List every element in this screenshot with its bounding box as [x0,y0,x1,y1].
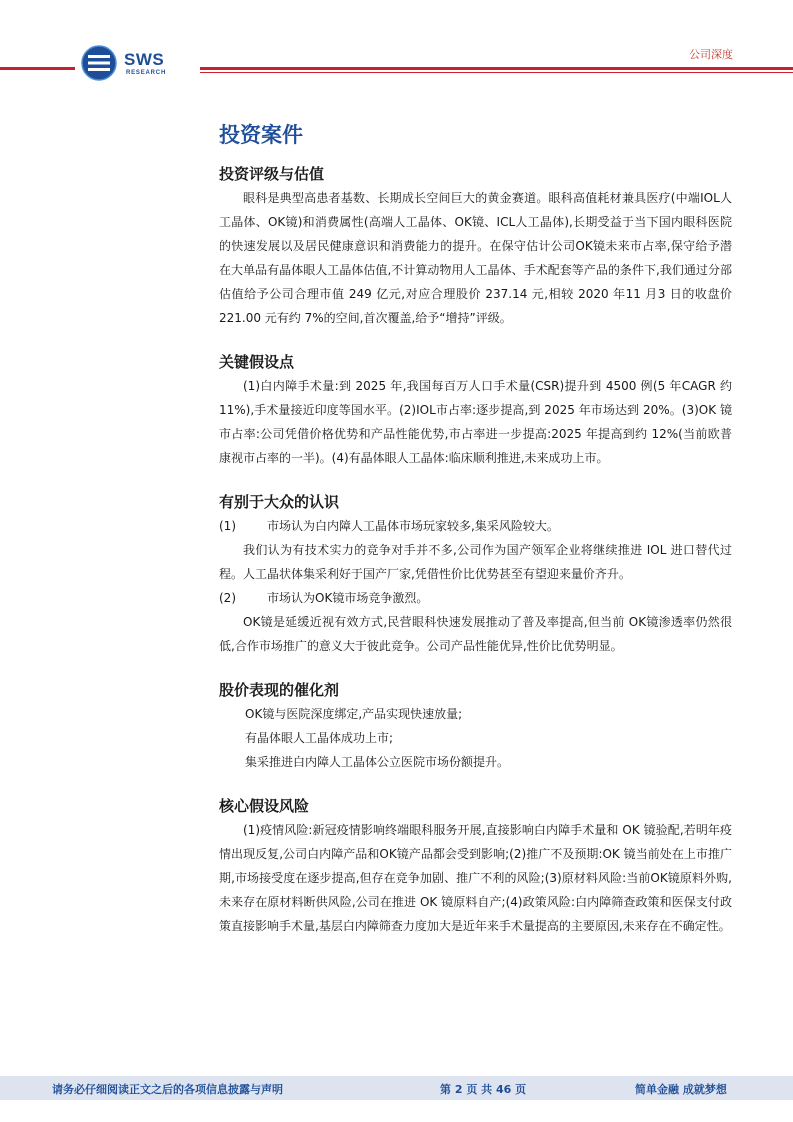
catalyst-line-2: 有晶体眼人工晶体成功上市; [245,731,394,745]
section-heading-differ: 有别于大众的认识 [219,493,340,511]
footer-page-number: 第 2 页 共 46 页 [440,1083,527,1096]
footer-disclaimer: 请务必仔细阅读正文之后的各项信息披露与声明 [52,1083,283,1096]
differ-item-1-body: 我们认为有技术实力的竞争对手并不多,公司作为国产领军企业将继续推进 IOL 进口替代过程。人工晶状体集采利好于国产厂家,凭借性价比优势甚至有望迎来量价齐升。 [219,543,732,581]
assumptions-paragraph: (1)白内障手术量:到 2025 年,我国每百万人口手术量(CSR)提升到 4500 例(5 年CAGR 约 11%),手术量接近印度等国水平。(2)IOL市占率:逐步提高,到 2025 年市场达到 20%。(3)OK 镜市占率:公司凭借价格优势和产品性能优势,市占率进一步提高:2025 年提高到约 12%(当前欧普康视市占率的一半)。(4)有晶体眼人工晶体:临床顺利推进,未来成功上市。 [219,379,732,465]
page-footer [0,1076,793,1100]
main-content [219,118,732,938]
section-heading-catalyst: 股价表现的催化剂 [219,681,340,699]
differ-item-1 [219,514,732,538]
section-heading-risks: 核心假设风险 [219,797,310,815]
page-title: 投资案件 [219,123,303,147]
header-rule-left [0,67,75,70]
differ-item-1-num: (1) [219,519,236,533]
differ-item-2-num: (2) [219,591,236,605]
header-rule-right [200,67,793,70]
page-header [0,0,793,90]
logo-subtext: RESEARCH [126,70,167,76]
differ-item-1-text: 市场认为白内障人工晶体市场玩家较多,集采风险较大。 [267,519,559,533]
header-rule-right-thin [200,72,793,73]
risks-paragraph: (1)疫情风险:新冠疫情影响终端眼科服务开展,直接影响白内障手术量和 OK 镜验配,若明年疫情出现反复,公司白内障产品和OK镜产品都会受到影响;(2)推广不及预期:OK 镜当前处在上市推广期,市场接受度在逐步提高,但存在竞争加剧、推广不利的风险;(3)原材料风险:当前OK镜原料外购,未来存在原材料断供风险,公司在推进 OK 镜原料自产;(4)政策风险:白内障筛查政策和医保支付政策直接影响手术量,基层白内障筛查力度加大是近年来手术量提高的主要原因,未来存在不确定性。 [219,823,732,933]
differ-item-2-text: 市场认为OK镜市场竞争激烈。 [267,591,429,605]
report-type-tag: 公司深度 [689,48,733,61]
differ-item-2-body: OK镜是延缓近视有效方式,民营眼科快速发展推动了普及率提高,但当前 OK镜渗透率仍然很低,合作市场推广的意义大于彼此竞争。公司产品性能优异,性价比优势明显。 [219,615,732,653]
catalyst-line-3: 集采推进白内障人工晶体公立医院市场份额提升。 [245,755,510,769]
logo-text: SWS [124,50,165,69]
section-heading-assumptions: 关键假设点 [219,353,295,371]
footer-slogan: 简单金融 成就梦想 [635,1083,727,1096]
differ-item-2 [219,586,732,610]
section-heading-rating: 投资评级与估值 [219,165,325,183]
rating-paragraph: 眼科是典型高患者基数、长期成长空间巨大的黄金赛道。眼科高值耗材兼具医疗(中端IOL人工晶体、OK镜)和消费属性(高端人工晶体、OK镜、ICL人工晶体),长期受益于当下国内眼科医院的快速发展以及居民健康意识和消费能力的提升。在保守估计公司OK镜未来市占率,保守给予潜在大单品有晶体眼人工晶体估值,不计算动物用人工晶体、手术配套等产品的条件下,我们通过分部估值给予公司合理市值 249 亿元,对应合理股价 237.14 元,相较 2020 年11 月3 日的收盘价 221.00 元有约 7%的空间,首次覆盖,给予“增持”评级。 [219,191,732,325]
catalyst-line-1: OK镜与医院深度绑定,产品实现快速放量; [245,707,463,721]
